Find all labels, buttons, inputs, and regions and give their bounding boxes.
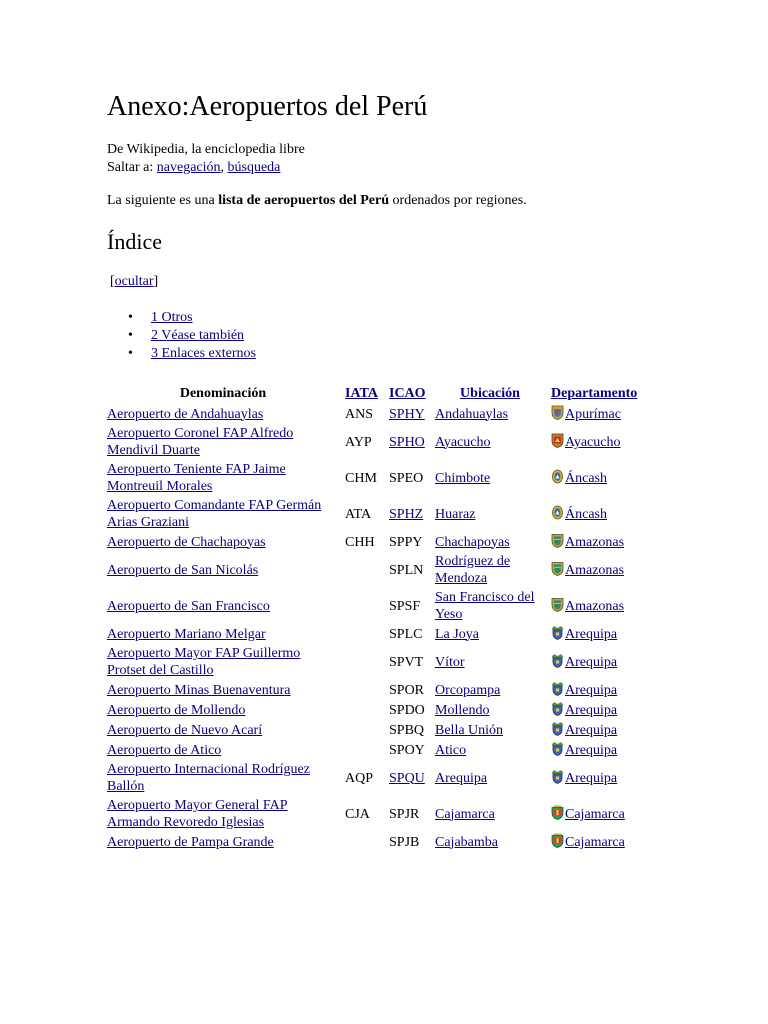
icao-cell bbox=[387, 425, 431, 459]
iata-code: AQP bbox=[345, 770, 374, 786]
department-cell bbox=[549, 461, 639, 495]
department-cell bbox=[549, 741, 639, 759]
department-link[interactable]: Áncash bbox=[565, 507, 607, 522]
ancash-crest-icon bbox=[551, 469, 564, 484]
header-denominacion: Denominación bbox=[179, 386, 267, 401]
header-ubicacion-link[interactable]: Ubicación bbox=[460, 386, 520, 401]
department-link[interactable]: Arequipa bbox=[565, 655, 618, 670]
iata-cell bbox=[343, 797, 385, 831]
airport-name-link[interactable]: Aeropuerto de San Nicolás bbox=[107, 562, 259, 578]
table-row bbox=[105, 461, 639, 495]
amazonas-crest-icon bbox=[551, 533, 564, 548]
iata-cell bbox=[343, 645, 385, 679]
location-link[interactable]: Huaraz bbox=[435, 506, 476, 522]
arequipa-crest-icon bbox=[551, 741, 564, 756]
icao-cell bbox=[387, 741, 431, 759]
nav-jump-link[interactable]: navegación bbox=[156, 160, 221, 175]
location-link[interactable]: Arequipa bbox=[435, 770, 488, 786]
location-link[interactable]: Bella Unión bbox=[435, 722, 504, 738]
arequipa-crest-icon bbox=[551, 701, 564, 716]
header-icao-link[interactable]: ICAO bbox=[389, 386, 426, 401]
airport-name-link[interactable]: Aeropuerto de Mollendo bbox=[107, 702, 246, 718]
icao-code: SPOR bbox=[389, 682, 425, 698]
airport-name-link[interactable]: Aeropuerto de Andahuaylas bbox=[107, 406, 264, 422]
iata-cell bbox=[343, 741, 385, 759]
icao-code: SPDO bbox=[389, 702, 425, 718]
iata-cell bbox=[343, 625, 385, 643]
table-row bbox=[105, 405, 639, 423]
icao-code: SPPY bbox=[389, 534, 423, 550]
location-link[interactable]: Chachapoyas bbox=[435, 534, 510, 550]
icao-code-link[interactable]: SPHY bbox=[389, 406, 425, 422]
toc-link-vease-tambien[interactable]: 2 Véase también bbox=[151, 328, 245, 343]
icao-code: SPLC bbox=[389, 626, 423, 642]
toc-toggle bbox=[110, 274, 158, 290]
header-departamento bbox=[549, 384, 639, 403]
location-link[interactable]: Ayacucho bbox=[435, 434, 491, 450]
toc-link-otros[interactable]: 1 Otros bbox=[151, 310, 193, 325]
location-cell bbox=[433, 425, 547, 459]
name-cell bbox=[105, 797, 341, 831]
department-link[interactable]: Arequipa bbox=[565, 723, 618, 738]
iata-cell bbox=[343, 461, 385, 495]
table-row bbox=[105, 645, 639, 679]
toc-hide-link[interactable]: ocultar bbox=[114, 274, 154, 289]
arequipa-crest-icon bbox=[551, 681, 564, 696]
airport-name-link[interactable]: Aeropuerto de Atico bbox=[107, 742, 222, 758]
name-cell bbox=[105, 761, 341, 795]
name-cell bbox=[105, 461, 341, 495]
department-cell bbox=[549, 761, 639, 795]
name-cell bbox=[105, 833, 341, 851]
icao-cell bbox=[387, 497, 431, 531]
header-ubicacion bbox=[433, 384, 547, 403]
cajamarca-crest-icon bbox=[551, 833, 564, 848]
department-cell bbox=[549, 533, 639, 551]
iata-cell bbox=[343, 721, 385, 739]
department-cell bbox=[549, 589, 639, 623]
airports-table-body bbox=[105, 405, 639, 851]
airport-name-link[interactable]: Aeropuerto de Nuevo Acarí bbox=[107, 722, 263, 738]
table-row bbox=[105, 833, 639, 851]
name-cell bbox=[105, 681, 341, 699]
department-cell bbox=[549, 405, 639, 423]
toc-toggle-close-bracket: ] bbox=[153, 274, 159, 289]
iata-cell bbox=[343, 589, 385, 623]
header-iata bbox=[343, 384, 385, 403]
jump-prefix: Saltar a: bbox=[107, 160, 157, 175]
iata-cell bbox=[343, 425, 385, 459]
iata-code: AYP bbox=[345, 434, 372, 450]
location-link[interactable]: Chimbote bbox=[435, 470, 491, 486]
name-cell bbox=[105, 625, 341, 643]
department-cell bbox=[549, 833, 639, 851]
jump-separator: , bbox=[220, 160, 228, 175]
department-cell bbox=[549, 797, 639, 831]
icao-cell bbox=[387, 589, 431, 623]
iata-cell bbox=[343, 533, 385, 551]
department-cell bbox=[549, 721, 639, 739]
iata-cell bbox=[343, 833, 385, 851]
table-row bbox=[105, 797, 639, 831]
icao-cell bbox=[387, 797, 431, 831]
location-link[interactable]: Vítor bbox=[435, 654, 465, 670]
department-cell bbox=[549, 553, 639, 587]
location-cell bbox=[433, 625, 547, 643]
department-link[interactable]: Arequipa bbox=[565, 703, 618, 718]
iata-cell bbox=[343, 681, 385, 699]
toc-toggle-open-bracket: [ bbox=[110, 274, 115, 289]
toc-item-otros bbox=[128, 309, 256, 327]
name-cell bbox=[105, 645, 341, 679]
cajamarca-crest-icon bbox=[551, 805, 564, 820]
ayacucho-crest-icon bbox=[551, 433, 564, 448]
department-cell bbox=[549, 681, 639, 699]
table-row bbox=[105, 741, 639, 759]
header-icao bbox=[387, 384, 431, 403]
icao-code: SPOY bbox=[389, 742, 425, 758]
amazonas-crest-icon bbox=[551, 597, 564, 612]
department-link[interactable]: Amazonas bbox=[565, 599, 625, 614]
airport-name-link[interactable]: Aeropuerto Mayor FAP Guillermo Protset del Castillo bbox=[107, 646, 301, 678]
toc-item-vease-tambien bbox=[128, 327, 256, 345]
table-row bbox=[105, 425, 639, 459]
location-link[interactable]: Mollendo bbox=[435, 702, 490, 718]
iata-cell bbox=[343, 701, 385, 719]
intro-bold-text: lista de aeropuertos del Perú bbox=[218, 193, 390, 208]
table-row bbox=[105, 701, 639, 719]
department-link[interactable]: Áncash bbox=[565, 471, 607, 486]
table-row bbox=[105, 589, 639, 623]
icao-code: SPVT bbox=[389, 654, 424, 670]
table-row bbox=[105, 721, 639, 739]
name-cell bbox=[105, 589, 341, 623]
intro-text-end: ordenados por regiones. bbox=[389, 193, 527, 208]
icao-code: SPEO bbox=[389, 470, 424, 486]
iata-cell bbox=[343, 497, 385, 531]
iata-cell bbox=[343, 553, 385, 587]
airport-name-link[interactable]: Aeropuerto Mariano Melgar bbox=[107, 626, 266, 642]
location-cell bbox=[433, 681, 547, 699]
ancash-crest-icon bbox=[551, 505, 564, 520]
header-iata-link[interactable]: IATA bbox=[345, 386, 378, 401]
department-cell bbox=[549, 625, 639, 643]
table-row bbox=[105, 681, 639, 699]
name-cell bbox=[105, 425, 341, 459]
subtitle-block bbox=[107, 141, 305, 177]
table-row bbox=[105, 497, 639, 531]
department-cell bbox=[549, 701, 639, 719]
intro-paragraph bbox=[107, 193, 527, 209]
department-link[interactable]: Arequipa bbox=[565, 683, 618, 698]
location-link[interactable]: La Joya bbox=[435, 626, 479, 642]
location-cell bbox=[433, 797, 547, 831]
airport-name-link[interactable]: Aeropuerto Mayor General FAP Armando Revoredo Iglesias bbox=[107, 798, 288, 830]
location-cell bbox=[433, 405, 547, 423]
airport-name-link[interactable]: Aeropuerto Teniente FAP Jaime Montreuil Morales bbox=[107, 462, 286, 494]
location-link[interactable]: Rodríguez de Mendoza bbox=[435, 554, 511, 586]
name-cell bbox=[105, 741, 341, 759]
toc-link-enlaces-externos[interactable]: 3 Enlaces externos bbox=[151, 346, 256, 361]
iata-cell bbox=[343, 761, 385, 795]
airport-name-link[interactable]: Aeropuerto de San Francisco bbox=[107, 598, 270, 614]
icao-cell bbox=[387, 625, 431, 643]
arequipa-crest-icon bbox=[551, 625, 564, 640]
icao-cell bbox=[387, 681, 431, 699]
icao-cell bbox=[387, 405, 431, 423]
location-cell bbox=[433, 833, 547, 851]
airport-name-link[interactable]: Aeropuerto Coronel FAP Alfredo Mendivil Duarte bbox=[107, 426, 294, 458]
location-link[interactable]: Cajabamba bbox=[435, 834, 498, 850]
airport-name-link[interactable]: Aeropuerto de Chachapoyas bbox=[107, 534, 266, 550]
department-link[interactable]: Arequipa bbox=[565, 743, 618, 758]
table-row bbox=[105, 625, 639, 643]
icao-cell bbox=[387, 721, 431, 739]
location-link[interactable]: Cajamarca bbox=[435, 806, 495, 822]
table-header-row bbox=[105, 384, 639, 403]
table-row bbox=[105, 761, 639, 795]
location-cell bbox=[433, 533, 547, 551]
iata-code: ATA bbox=[345, 506, 372, 522]
name-cell bbox=[105, 701, 341, 719]
name-cell bbox=[105, 497, 341, 531]
amazonas-crest-icon bbox=[551, 561, 564, 576]
location-cell bbox=[433, 645, 547, 679]
iata-code: CHH bbox=[345, 534, 375, 550]
icao-cell bbox=[387, 553, 431, 587]
iata-code: CHM bbox=[345, 470, 377, 486]
toc-item-enlaces-externos bbox=[128, 345, 256, 363]
icao-cell bbox=[387, 645, 431, 679]
airports-table bbox=[103, 382, 641, 853]
department-link[interactable]: Apurímac bbox=[565, 407, 621, 422]
header-departamento-link[interactable]: Departamento bbox=[551, 386, 638, 401]
icao-cell bbox=[387, 833, 431, 851]
department-link[interactable]: Arequipa bbox=[565, 627, 618, 642]
location-cell bbox=[433, 721, 547, 739]
location-cell bbox=[433, 553, 547, 587]
department-link[interactable]: Cajamarca bbox=[565, 835, 625, 850]
iata-code: CJA bbox=[345, 806, 370, 822]
icao-cell bbox=[387, 533, 431, 551]
icao-code: SPSF bbox=[389, 598, 421, 614]
department-cell bbox=[549, 645, 639, 679]
table-row bbox=[105, 553, 639, 587]
icao-code-link[interactable]: SPHZ bbox=[389, 506, 424, 522]
intro-text-start: La siguiente es una bbox=[107, 193, 219, 208]
icao-code-link[interactable]: SPHO bbox=[389, 434, 425, 450]
name-cell bbox=[105, 721, 341, 739]
location-cell bbox=[433, 461, 547, 495]
department-cell bbox=[549, 425, 639, 459]
location-cell bbox=[433, 497, 547, 531]
department-cell bbox=[549, 497, 639, 531]
icao-code: SPBQ bbox=[389, 722, 425, 738]
toc-heading: Índice bbox=[107, 229, 162, 254]
location-link[interactable]: San Francisco del Yeso bbox=[435, 590, 535, 622]
location-cell bbox=[433, 589, 547, 623]
arequipa-crest-icon bbox=[551, 653, 564, 668]
icao-code: SPJR bbox=[389, 806, 420, 822]
arequipa-crest-icon bbox=[551, 769, 564, 784]
airport-name-link[interactable]: Aeropuerto Internacional Rodríguez Ballón bbox=[107, 762, 310, 794]
icao-cell bbox=[387, 761, 431, 795]
icao-code: SPJB bbox=[389, 834, 420, 850]
department-link[interactable]: Ayacucho bbox=[565, 435, 621, 450]
icao-code: SPLN bbox=[389, 562, 424, 578]
site-subtitle: De Wikipedia, la enciclopedia libre bbox=[107, 142, 305, 157]
toc-list bbox=[128, 309, 256, 363]
icao-cell bbox=[387, 701, 431, 719]
icao-cell bbox=[387, 461, 431, 495]
location-link[interactable]: Orcopampa bbox=[435, 682, 501, 698]
iata-code: ANS bbox=[345, 406, 374, 422]
department-link[interactable]: Amazonas bbox=[565, 535, 625, 550]
name-cell bbox=[105, 405, 341, 423]
location-cell bbox=[433, 701, 547, 719]
airport-name-link[interactable]: Aeropuerto Comandante FAP Germán Arias Graziani bbox=[107, 498, 322, 530]
apurimac-crest-icon bbox=[551, 405, 564, 420]
department-link[interactable]: Cajamarca bbox=[565, 807, 625, 822]
department-link[interactable]: Amazonas bbox=[565, 563, 625, 578]
jump-links bbox=[107, 159, 305, 177]
name-cell bbox=[105, 553, 341, 587]
page-title: Anexo:Aeropuertos del Perú bbox=[107, 91, 428, 122]
search-jump-link[interactable]: búsqueda bbox=[227, 160, 281, 175]
iata-cell bbox=[343, 405, 385, 423]
arequipa-crest-icon bbox=[551, 721, 564, 736]
airport-name-link[interactable]: Aeropuerto Minas Buenaventura bbox=[107, 682, 291, 698]
location-cell bbox=[433, 761, 547, 795]
icao-code-link[interactable]: SPQU bbox=[389, 770, 425, 786]
name-cell bbox=[105, 533, 341, 551]
airport-name-link[interactable]: Aeropuerto de Pampa Grande bbox=[107, 834, 274, 850]
department-link[interactable]: Arequipa bbox=[565, 771, 618, 786]
location-cell bbox=[433, 741, 547, 759]
location-link[interactable]: Andahuaylas bbox=[435, 406, 509, 422]
location-link[interactable]: Atico bbox=[435, 742, 467, 758]
table-row bbox=[105, 533, 639, 551]
